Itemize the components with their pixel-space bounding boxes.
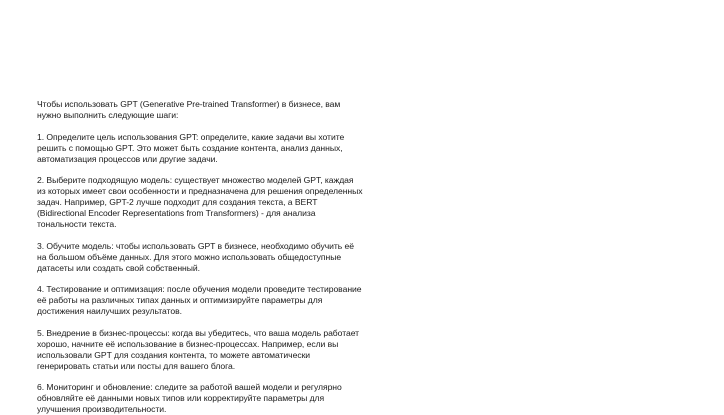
step-1-paragraph: 1. Определите цель использования GPT: определите, какие задачи вы хотите решить с помощью GPT. Это может быть создание контента, анализ данных, автоматизация процессов или другие задачи. bbox=[37, 131, 345, 164]
response-text bbox=[37, 99, 364, 415]
step-4-paragraph: 4. Тестирование и оптимизация: после обучения модели проведите тестирование её работы на различных типах данных и оптимизируйте параметры для достижения наилучших результатов. bbox=[37, 284, 362, 317]
step-3-paragraph: 3. Обучите модель: чтобы использовать GPT в бизнесе, необходимо обучить её на большом объёме данных. Для этого можно использовать общедоступные датасеты или создать свой собственный. bbox=[37, 240, 354, 273]
intro-paragraph: Чтобы использовать GPT (Generative Pre-trained Transformer) в бизнесе, вам нужно выполнить следующие шаги: bbox=[37, 99, 341, 120]
step-5-paragraph: 5. Внедрение в бизнес-процессы: когда вы убедитесь, что ваша модель работает хорошо, начните её использование в бизнес-процессах. Например, если вы использовали GPT для создания контента, то можете автоматически генерировать статьи или посты для вашего блога. bbox=[37, 327, 360, 371]
step-2-paragraph: 2. Выберите подходящую модель: существует множество моделей GPT, каждая из которых имеет свои особенности и предназначена для решения определенных задач. Например, GPT-2 лучше подходит для создания текста, а BERT (Bidirectional Encoder Representations from Transformers) - для анализа тональности текста. bbox=[37, 175, 363, 229]
step-6-paragraph: 6. Мониторинг и обновление: следите за работой вашей модели и регулярно обновляйте её данными новых типов или корректируйте параметры для улучшения производительности. bbox=[37, 382, 342, 415]
